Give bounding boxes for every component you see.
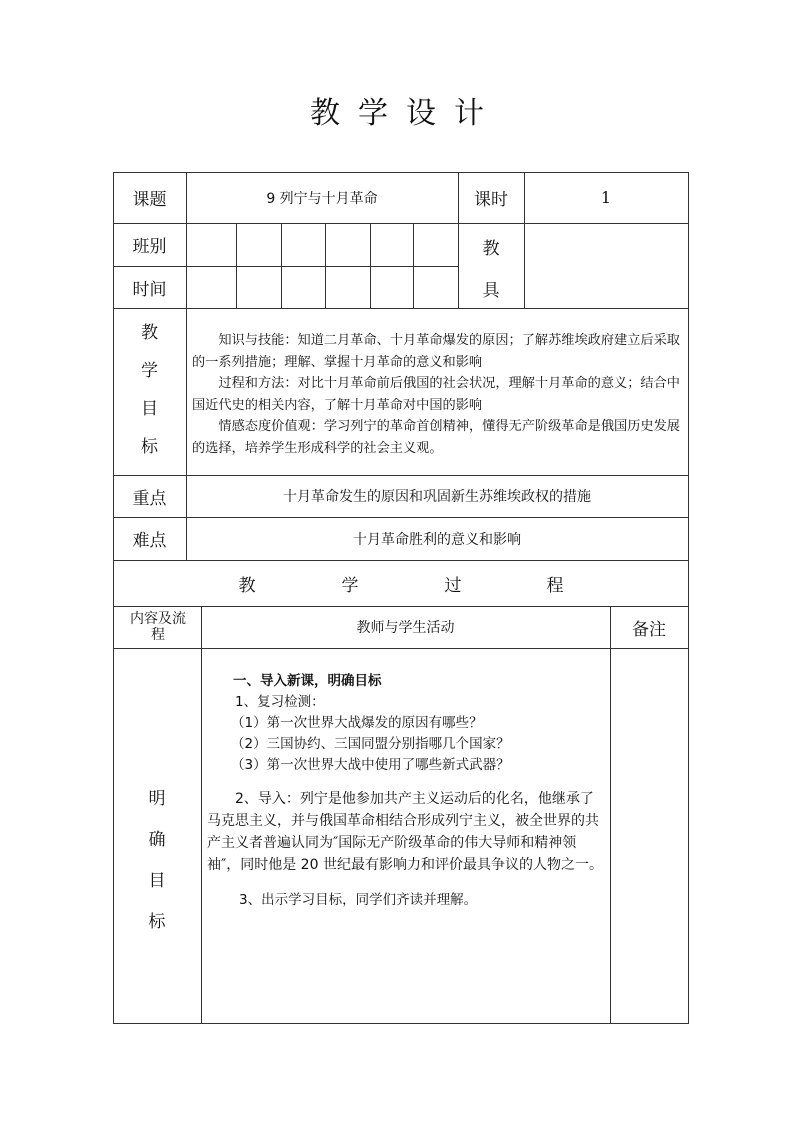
review-title: 1、复习检测： — [235, 694, 325, 710]
goal-method: 过程和方法：对比十月革命前后俄国的社会状况，理解十月革命的意义；结合中国近代史的相关内容，了解十月革命对中国的影响 — [192, 376, 680, 413]
intro-paragraph: 2、导入：列宁是他参加共产主义运动后的化名，他继承了马克思主义，并与俄国革命相结合形成列宁主义，被全世界的共产主义者普遍认同为″国际无产阶级革命的伟大导师和精神领袖″，同时他是 20 世纪最有影响力和评价最具争议的人物之一。 — [207, 791, 603, 873]
process-title-char: 程 — [546, 575, 564, 596]
note-column-header: 备注 — [632, 619, 666, 640]
section-label-char: 确 — [148, 830, 166, 850]
key-point-value: 十月革命发生的原因和巩固新生苏维埃政权的措施 — [283, 489, 591, 505]
document-title: 教学设计 — [310, 96, 502, 131]
section-heading: 一、导入新课，明确目标 — [233, 673, 382, 689]
content-column-header: 内容及流程 — [130, 611, 186, 643]
show-goals-line: 3、出示学习目标，同学们齐读并理解。 — [239, 892, 478, 908]
section-label — [113, 784, 201, 948]
goals-label — [113, 318, 186, 470]
section-label-char: 标 — [148, 912, 166, 932]
time-label: 时间 — [132, 279, 167, 300]
difficulty-label: 难点 — [132, 531, 167, 551]
goals-label-char: 目 — [141, 399, 158, 419]
activity-column-header: 教师与学生活动 — [356, 620, 455, 636]
process-title-char: 学 — [341, 575, 359, 596]
topic-label: 课题 — [132, 190, 167, 210]
difficulty-value: 十月革命胜利的意义和影响 — [353, 531, 521, 548]
process-title-char: 过 — [444, 575, 462, 596]
question-item: （1）第一次世界大战爆发的原因有哪些？ — [231, 715, 483, 731]
tool-label-top: 教 — [482, 238, 500, 259]
goals-text — [192, 330, 684, 459]
period-value: 1 — [600, 188, 612, 207]
goals-label-char: 学 — [141, 361, 158, 381]
topic-value: 9 列宁与十月革命 — [266, 190, 378, 207]
tool-label-bottom: 具 — [482, 280, 500, 301]
goals-label-char: 教 — [141, 323, 158, 343]
section-label-char: 明 — [148, 789, 166, 809]
goal-emotion: 情感态度价值观：学习列宁的革命首创精神，懂得无产阶级革命是俄国历史发展的选择，培养学生形成科学的社会主义观。 — [192, 419, 680, 456]
activity-content — [207, 671, 605, 911]
process-title-char: 教 — [238, 575, 256, 596]
goal-knowledge: 知识与技能：知道二月革命、十月革命爆发的原因；了解苏维埃政府建立后采取的一系列措施；理解、掌握十月革命的意义和影响 — [192, 333, 680, 370]
goals-label-char: 标 — [141, 437, 158, 457]
section-label-char: 目 — [148, 871, 166, 891]
question-item: （3）第一次世界大战中使用了哪些新式武器？ — [231, 757, 510, 773]
period-label: 课时 — [474, 190, 508, 210]
class-label: 班别 — [132, 237, 167, 257]
question-item: （2）三国协约、三国同盟分别指哪几个国家？ — [231, 736, 510, 752]
key-point-label: 重点 — [132, 488, 167, 509]
